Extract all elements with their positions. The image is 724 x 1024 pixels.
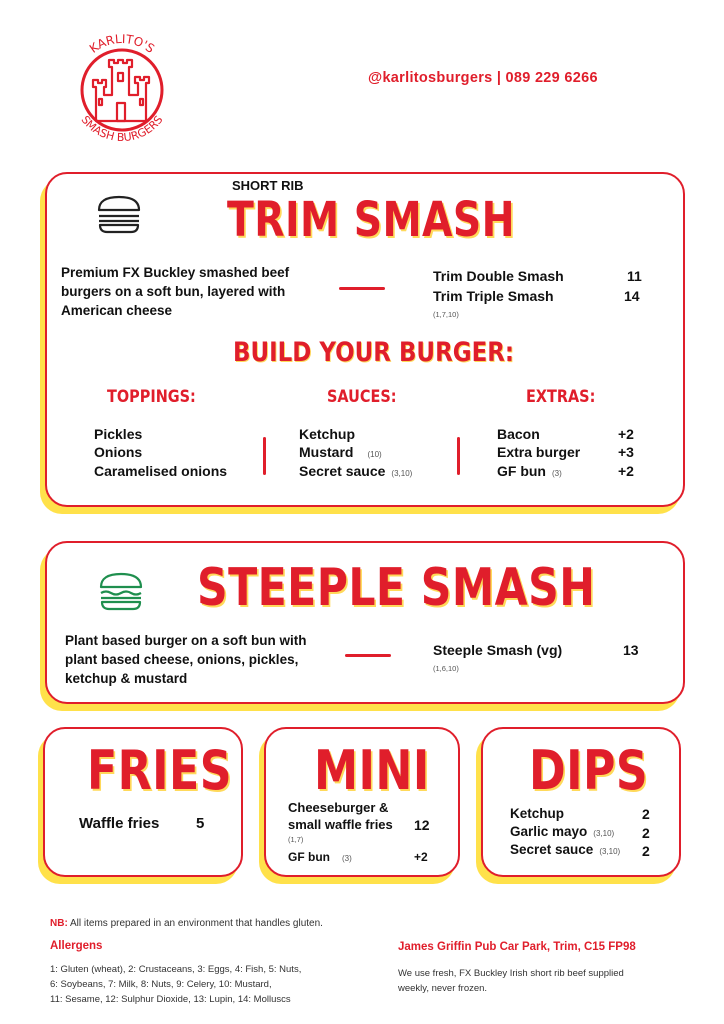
steeple-item-name: Steeple Smash (vg) xyxy=(433,642,563,658)
trim-allergens: (1,7,10) xyxy=(433,310,459,319)
column-divider xyxy=(457,437,460,475)
topping-item: Pickles xyxy=(94,426,143,442)
sauces-title: SAUCES: xyxy=(327,387,397,407)
dip-item: Garlic mayo (3,10) xyxy=(510,824,615,839)
svg-text:SMASH BURGERS: SMASH BURGERS xyxy=(78,113,166,145)
trim-item-name: Trim Double Smash xyxy=(433,268,564,284)
sauce-allergen: (10) xyxy=(367,450,382,459)
mini-item-price: 12 xyxy=(414,817,430,833)
vegan-burger-icon xyxy=(97,571,145,611)
trim-smash-card xyxy=(45,172,685,507)
sourcing-note xyxy=(398,966,624,996)
sauce-item: Mustard (10) xyxy=(299,444,382,460)
sauce-allergen: (3,10) xyxy=(391,469,413,478)
extra-price: +2 xyxy=(618,426,634,442)
sourcing-line: We use fresh, FX Buckley Irish short rib beef supplied xyxy=(398,968,624,979)
trim-divider xyxy=(339,287,385,290)
topping-item: Caramelised onions xyxy=(94,463,228,479)
extra-allergen: (3) xyxy=(552,469,562,478)
dip-price: 2 xyxy=(642,806,650,822)
steeple-smash-card xyxy=(45,541,685,704)
svg-text:KARLITO'S: KARLITO'S xyxy=(86,31,158,56)
castle-logo-icon xyxy=(60,25,185,150)
sauce-item: Secret sauce (3,10) xyxy=(299,463,413,479)
burger-icon xyxy=(95,194,143,234)
mini-item-line: Cheeseburger & xyxy=(288,800,389,815)
fries-card xyxy=(43,727,243,877)
trim-item-name: Trim Triple Smash xyxy=(433,288,554,304)
extra-item: GF bun (3) xyxy=(497,463,562,479)
allergens-list xyxy=(50,962,301,1007)
trim-description: Premium FX Buckley smashed beef burgers on a soft bun, layered with American cheese xyxy=(61,265,290,318)
mini-card xyxy=(264,727,460,877)
trim-item-price: 14 xyxy=(624,288,640,304)
allergens-title: Allergens xyxy=(50,940,103,952)
toppings-title: TOPPINGS: xyxy=(107,387,196,407)
address: James Griffin Pub Car Park, Trim, C15 FP98 xyxy=(398,941,636,953)
nb-label: NB: xyxy=(50,918,68,929)
trim-title: TRIM SMASH xyxy=(227,192,516,248)
mini-allergens: (1,7) xyxy=(288,835,304,844)
steeple-title: STEEPLE SMASH xyxy=(197,558,596,618)
column-divider xyxy=(263,437,266,475)
mini-title: MINI xyxy=(314,739,430,802)
mini-extra-price: +2 xyxy=(414,850,428,864)
steeple-allergens: (1,6,10) xyxy=(433,664,459,673)
dip-price: 2 xyxy=(642,825,650,841)
dips-card xyxy=(481,727,681,877)
allergens-line: 6: Soybeans, 7: Milk, 8: Nuts, 9: Celery, 10: Mustard, xyxy=(50,979,272,990)
dip-price: 2 xyxy=(642,843,650,859)
dip-item: Ketchup xyxy=(510,806,564,821)
fries-item-price: 5 xyxy=(196,815,205,832)
dip-allergen: (3,10) xyxy=(599,847,621,856)
dip-item: Secret sauce (3,10) xyxy=(510,842,621,857)
allergens-line: 1: Gluten (wheat), 2: Crustaceans, 3: Eggs, 4: Fish, 5: Nuts, xyxy=(50,964,302,975)
dip-allergen: (3,10) xyxy=(593,829,615,838)
mini-extra-allergen: (3) xyxy=(342,854,352,863)
topping-item: Onions xyxy=(94,444,143,460)
steeple-divider xyxy=(345,654,391,657)
mini-item-line: small waffle fries xyxy=(288,817,393,832)
extra-item: Bacon xyxy=(497,426,540,442)
contact-info: @karlitosburgers | 089 229 6266 xyxy=(368,70,598,86)
extras-title: EXTRAS: xyxy=(526,387,596,407)
brand-logo xyxy=(60,25,185,150)
extra-price: +2 xyxy=(618,463,634,479)
extra-price: +3 xyxy=(618,444,634,460)
nb-text: All items prepared in an environment that handles gluten. xyxy=(70,918,323,929)
trim-item-price: 11 xyxy=(627,268,642,284)
extra-item: Extra burger xyxy=(497,444,581,460)
dips-title: DIPS xyxy=(529,739,649,802)
steeple-description: Plant based burger on a soft bun with plant based cheese, onions, pickles, ketchup & mustard xyxy=(65,633,307,686)
steeple-item-price: 13 xyxy=(623,642,639,658)
trim-eyebrow: SHORT RIB xyxy=(232,178,304,193)
sauce-item: Ketchup xyxy=(299,426,355,442)
allergens-line: 11: Sesame, 12: Sulphur Dioxide, 13: Lupin, 14: Molluscs xyxy=(50,994,291,1005)
fries-item-name: Waffle fries xyxy=(79,815,160,832)
mini-extra-name: GF bun (3) xyxy=(288,850,352,864)
sourcing-line: weekly, never frozen. xyxy=(398,983,488,994)
gluten-note xyxy=(50,918,323,929)
fries-title: FRIES xyxy=(87,739,233,802)
build-title: BUILD YOUR BURGER: xyxy=(233,337,515,368)
